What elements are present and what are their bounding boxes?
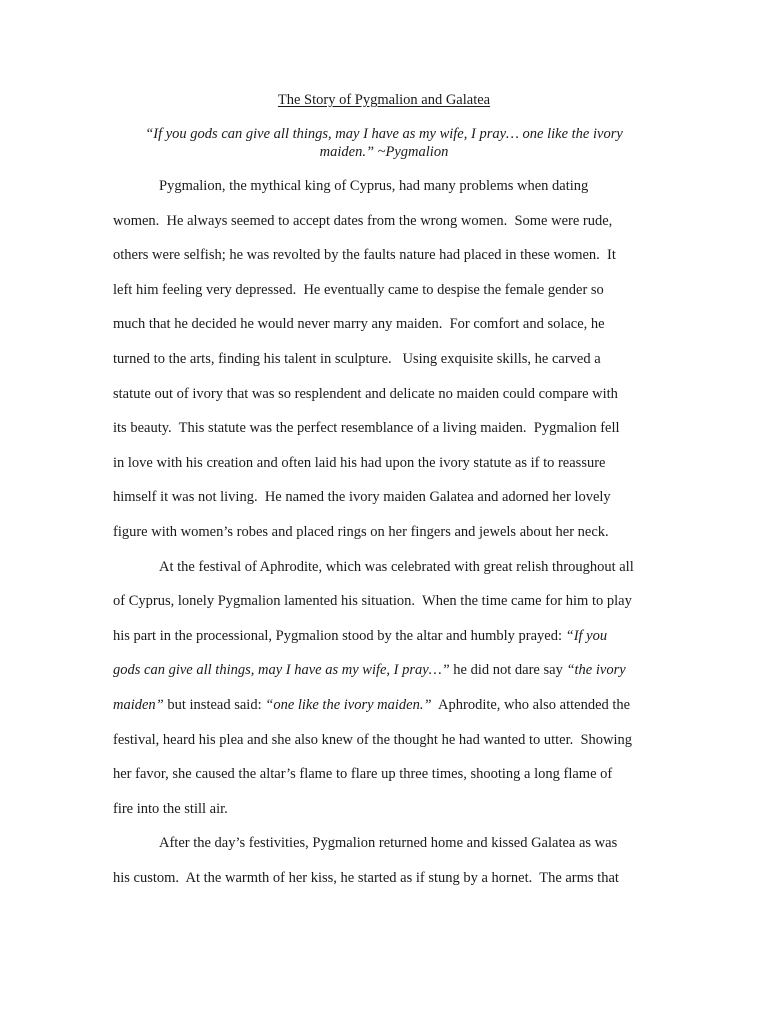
body-line: [113, 411, 658, 446]
body-text-segment: festival, heard his plea and she also knew of the thought he had wanted to utter. Showing: [113, 731, 633, 748]
body-line: [113, 273, 658, 308]
body-text-segment: much that he decided he would never marry any maiden. For comfort and solace, he: [113, 316, 605, 333]
body-line: [113, 688, 658, 723]
body-text-segment: Pygmalion, the mythical king of Cyprus, had many problems when dating: [159, 178, 589, 194]
body-text-segment: his custom. At the warmth of her kiss, he started as if stung by a hornet. The arms that: [113, 869, 619, 886]
body-text-segment: Aphrodite, who also attended the: [431, 696, 631, 713]
body-text-segment: in love with his creation and often laid his had upon the ivory statute as if to reassure: [113, 454, 606, 471]
body-line: [113, 826, 658, 861]
body-text-segment: her favor, she caused the altar’s flame to flare up three times, shooting a long flame of: [113, 766, 613, 783]
body-text-segment: figure with women’s robes and placed rings on her fingers and jewels about her neck.: [113, 523, 609, 540]
body-line: [113, 861, 658, 896]
body-text-segment: fire into the still air.: [113, 800, 228, 817]
body-line: [113, 342, 658, 377]
body-line: [113, 515, 658, 550]
body-text-segment: women. He always seemed to accept dates from the wrong women. Some were rude,: [113, 212, 613, 229]
italic-quote: “If you: [565, 627, 608, 644]
body-text-segment: others were selfish; he was revolted by the faults nature had placed in these women. It: [113, 247, 616, 264]
epigraph: [120, 125, 648, 161]
italic-quote: gods can give all things, may I have as my wife, I pray…”: [113, 662, 450, 679]
body-text-segment: At the festival of Aphrodite, which was celebrated with great relish throughout all: [159, 558, 634, 575]
body-text-segment: turned to the arts, finding his talent in sculpture. Using exquisite skills, he carved a: [113, 350, 601, 367]
body-line: [113, 723, 658, 758]
document-title: The Story of Pygmalion and Galatea: [277, 92, 491, 108]
body-text-segment: statute out of ivory that was so resplendent and delicate no maiden could compare with: [113, 385, 618, 402]
epigraph-line-1: “If you gods can give all things, may I have as my wife, I pray… one like the ivory: [145, 126, 623, 142]
body-line: [113, 550, 658, 585]
body-line: [113, 446, 658, 481]
epigraph-line-2: maiden.” ~Pygmalion: [319, 144, 449, 160]
italic-quote: maiden”: [113, 696, 164, 713]
italic-quote: “one like the ivory maiden.”: [265, 696, 432, 713]
body-line: [113, 653, 658, 688]
body-text-segment: his part in the processional, Pygmalion stood by the altar and humbly prayed:: [113, 627, 566, 644]
body-text-segment: left him feeling very depressed. He eventually came to despise the female gender so: [113, 281, 604, 298]
body-line: [113, 619, 658, 654]
body-text-segment: its beauty. This statute was the perfect resemblance of a living maiden. Pygmalion fell: [113, 420, 620, 437]
body-text-segment: After the day’s festivities, Pygmalion returned home and kissed Galatea as was: [159, 835, 618, 852]
body-line: [113, 584, 658, 619]
body-text-segment: himself it was not living. He named the ivory maiden Galatea and adorned her lovely: [113, 489, 611, 506]
body-text-segment: but instead said:: [163, 696, 266, 713]
italic-quote: “the ivory: [566, 662, 626, 679]
story-body: [113, 169, 658, 895]
body-line: [113, 377, 658, 412]
body-line: [113, 307, 658, 342]
body-line: [113, 792, 658, 827]
body-line: [113, 204, 658, 239]
body-line: [113, 757, 658, 792]
body-text-segment: of Cyprus, lonely Pygmalion lamented his situation. When the time came for him to play: [113, 593, 632, 610]
body-line: [113, 238, 658, 273]
body-line: [113, 169, 658, 204]
body-text-segment: he did not dare say: [449, 662, 567, 679]
body-line: [113, 480, 658, 515]
